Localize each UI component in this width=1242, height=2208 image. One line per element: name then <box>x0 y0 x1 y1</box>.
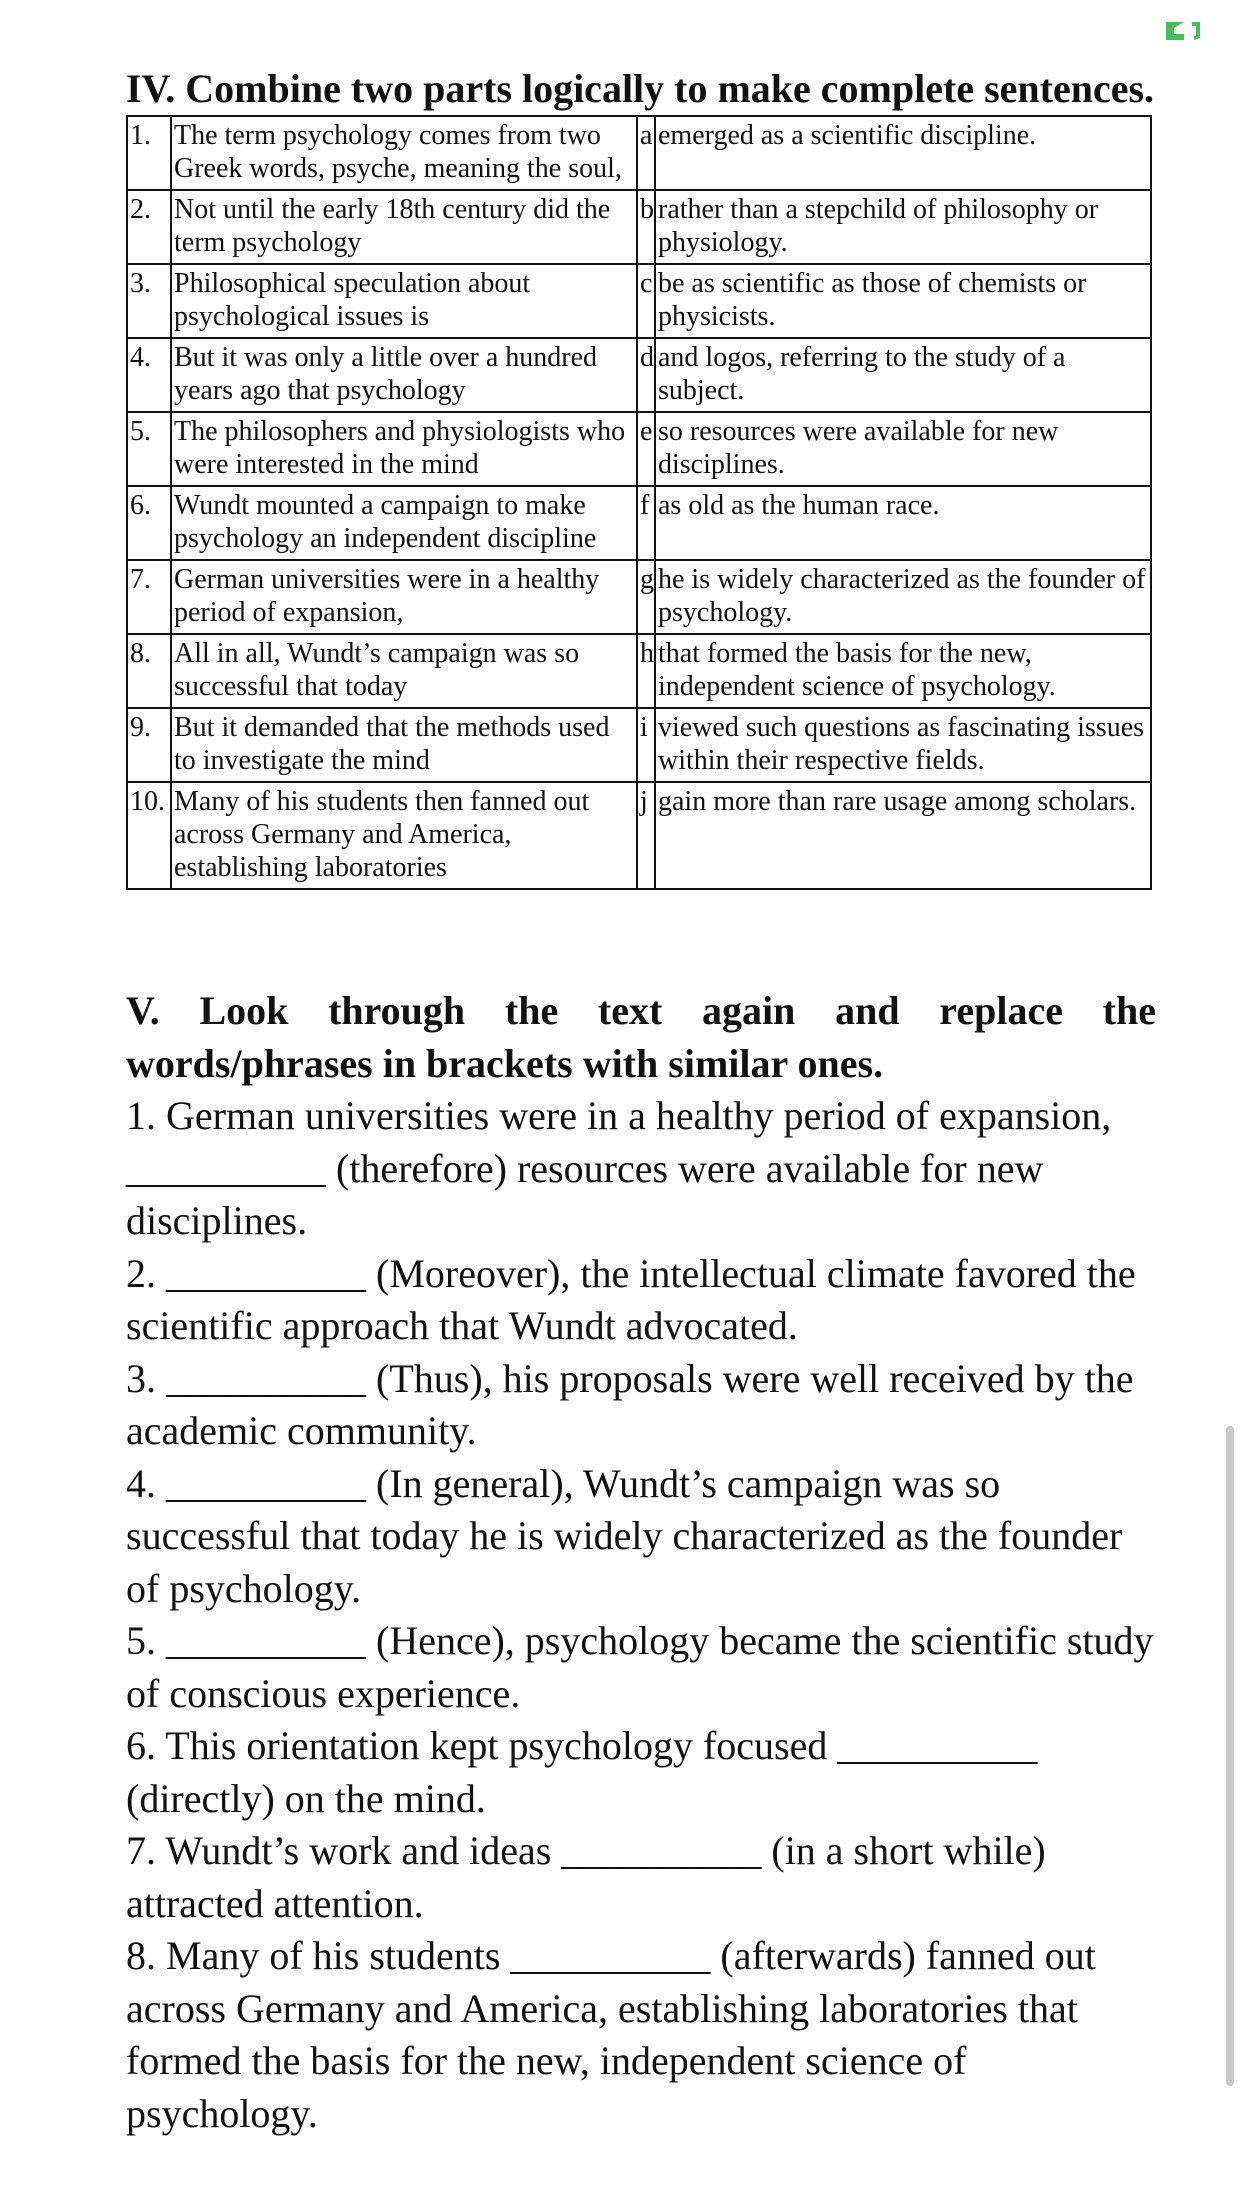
row-number: 5. <box>127 412 171 486</box>
sentence-ending: viewed such questions as fascinating issues within their respective fields. <box>655 708 1151 782</box>
sentence-ending: rather than a stepchild of philosophy or physiology. <box>655 190 1151 264</box>
exercise-item: 7. Wundt’s work and ideas __________ (in a short while) attracted attention. <box>126 1828 1046 1926</box>
table-row <box>127 264 1151 338</box>
option-letter: g <box>637 560 655 634</box>
sentence-beginning: Philosophical speculation about psychological issues is <box>171 264 637 338</box>
table-row <box>127 560 1151 634</box>
row-number: 7. <box>127 560 171 634</box>
matching-table <box>126 115 1152 890</box>
sentence-beginning: Many of his students then fanned out across Germany and America, establishing laboratories <box>171 782 637 889</box>
sentence-ending: be as scientific as those of chemists or physicists. <box>655 264 1151 338</box>
sentence-beginning: But it demanded that the methods used to investigate the mind <box>171 708 637 782</box>
sentence-beginning: All in all, Wundt’s campaign was so successful that today <box>171 634 637 708</box>
option-letter: i <box>637 708 655 782</box>
option-letter: a <box>637 116 655 190</box>
sentence-beginning: But it was only a little over a hundred years ago that psychology <box>171 338 637 412</box>
option-letter: j <box>637 782 655 889</box>
sentence-ending: so resources were available for new disciplines. <box>655 412 1151 486</box>
sentence-ending: gain more than rare usage among scholars. <box>655 782 1151 889</box>
row-number: 4. <box>127 338 171 412</box>
exercise-item: 8. Many of his students __________ (afterwards) fanned out across Germany and America, establishing laboratories that formed the basis for the new, independent science of psychology. <box>126 1933 1096 2136</box>
sentence-beginning: German universities were in a healthy period of expansion, <box>171 560 637 634</box>
fullscreen-toggle-icon[interactable] <box>1164 18 1208 44</box>
option-letter: f <box>637 486 655 560</box>
sentence-ending: emerged as a scientific discipline. <box>655 116 1151 190</box>
exercise-item: 6. This orientation kept psychology focused __________ (directly) on the mind. <box>126 1723 1038 1821</box>
sentence-beginning: Not until the early 18th century did the term psychology <box>171 190 637 264</box>
option-letter: b <box>637 190 655 264</box>
table-row <box>127 782 1151 889</box>
exercise-item: 4. __________ (In general), Wundt’s campaign was so successful that today he is widely characterized as the founder of psychology. <box>126 1460 1123 1611</box>
sentence-ending: he is widely characterized as the founder of psychology. <box>655 560 1151 634</box>
row-number: 2. <box>127 190 171 264</box>
exercise-list <box>126 1090 1156 2140</box>
option-letter: d <box>637 338 655 412</box>
table-row <box>127 412 1151 486</box>
exercise-item: 2. __________ (Moreover), the intellectual climate favored the scientific approach that Wundt advocated. <box>126 1250 1136 1348</box>
sentence-beginning: The term psychology comes from two Greek words, psyche, meaning the soul, <box>171 116 637 190</box>
sentence-ending: as old as the human race. <box>655 486 1151 560</box>
section-v-title: V. Look through the text again and replace the words/phrases in brackets with similar ones. <box>126 988 1156 1086</box>
table-row <box>127 708 1151 782</box>
exercise-item: 3. __________ (Thus), his proposals were well received by the academic community. <box>126 1355 1134 1453</box>
row-number: 1. <box>127 116 171 190</box>
table-row <box>127 486 1151 560</box>
scrollbar-thumb[interactable] <box>1226 1426 1234 2086</box>
option-letter: c <box>637 264 655 338</box>
option-letter: h <box>637 634 655 708</box>
option-letter: e <box>637 412 655 486</box>
sentence-beginning: Wundt mounted a campaign to make psychology an independent discipline <box>171 486 637 560</box>
table-row <box>127 634 1151 708</box>
table-row <box>127 190 1151 264</box>
row-number: 9. <box>127 708 171 782</box>
document-content <box>126 62 1156 2140</box>
table-row <box>127 116 1151 190</box>
section-iv-title: IV. Combine two parts logically to make complete sentences. <box>126 66 1155 111</box>
row-number: 10. <box>127 782 171 889</box>
row-number: 8. <box>127 634 171 708</box>
exercise-item: 1. German universities were in a healthy period of expansion, __________ (therefore) resources were available for new disciplines. <box>126 1093 1112 1243</box>
row-number: 6. <box>127 486 171 560</box>
row-number: 3. <box>127 264 171 338</box>
sentence-ending: that formed the basis for the new, independent science of psychology. <box>655 634 1151 708</box>
sentence-beginning: The philosophers and physiologists who were interested in the mind <box>171 412 637 486</box>
exercise-item: 5. __________ (Hence), psychology became the scientific study of conscious experience. <box>126 1618 1154 1716</box>
table-row <box>127 338 1151 412</box>
sentence-ending: and logos, referring to the study of a subject. <box>655 338 1151 412</box>
